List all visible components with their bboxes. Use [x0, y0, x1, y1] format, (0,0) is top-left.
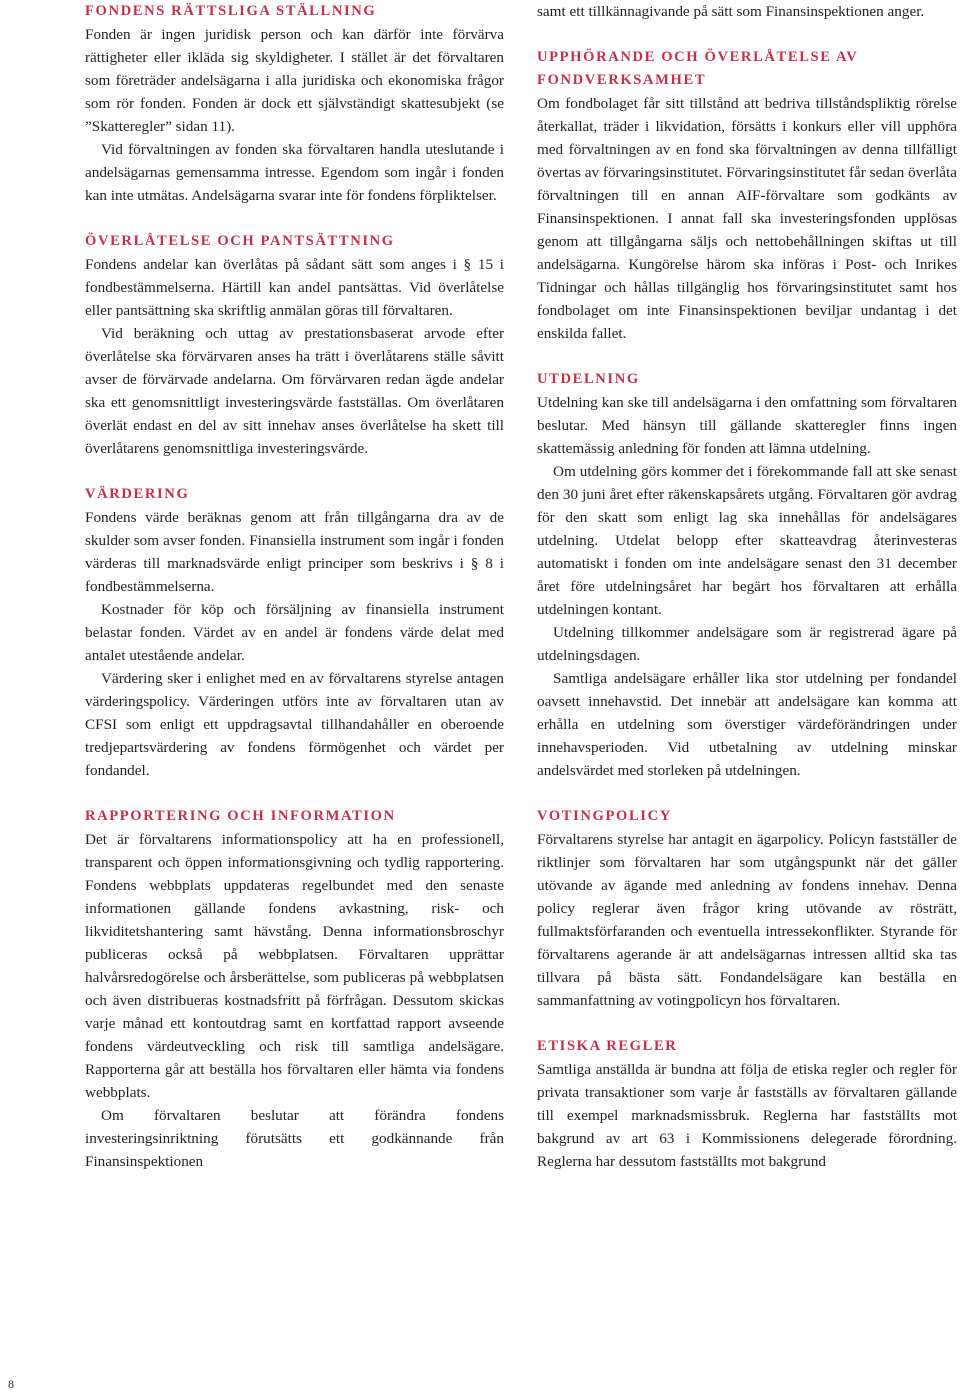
- section-legal-status: [85, 0, 504, 207]
- section-spacer: [537, 782, 957, 805]
- body-paragraph: Det är förvaltarens informationspolicy att ha en professionell, transparent och öppen informationsgivning och tydlig rapportering. Fondens webbplats uppdateras regelbundet med den senaste informationen gällande fondens avkastning, risk- och likviditetshantering samt hävstång. Denna informationsbroschyr publiceras också på webbplatsen. Förvaltaren upprättar halvårsredogörelse och årsberättelse, som publiceras på webbplatsen och även distribueras kostnadsfritt på förfrågan. Dessutom skickas varje månad ett kontoutdrag samt en kortfattad rapport avseende fondens värdeutveckling och risk till samtliga andelsägare. Rapporterna går att beställa hos förvaltaren eller hämta via fondens webbplats.: [85, 831, 504, 1101]
- section-spacer: [85, 207, 504, 230]
- body-paragraph: samt ett tillkännagivande på sätt som Finansinspektionen anger.: [537, 3, 925, 20]
- section-continuation: [537, 0, 957, 23]
- body-paragraph: Utdelning kan ske till andelsägarna i den omfattning som förvaltaren beslutar. Med hänsyn till gällande skatteregler finns ingen skattemässig anledning för fonden att lämna utdelning.: [537, 394, 957, 457]
- body-paragraph: Om förvaltaren beslutar att förändra fondens investeringsinriktning förutsätts ett godkännande från Finansinspektionen: [85, 1107, 504, 1170]
- section-reporting: [85, 805, 504, 1173]
- section-heading: VOTINGPOLICY: [537, 808, 672, 824]
- body-paragraph: Samtliga anställda är bundna att följa de etiska regler och regler för privata transaktioner som varje år fastställs av förvaltaren gällande till exempel marknadsmissbruk. Reglerna har fastställts mot bakgrund av art 63 i Kommissionens delegerade förordning. Reglerna har dessutom fastställts mot bakgrund: [537, 1061, 957, 1170]
- body-paragraph: Fondens andelar kan överlåtas på sådant sätt som anges i § 15 i fondbestämmelserna. Härtill kan andel pantsättas. Vid överlåtelse eller pantsättning ska skriftlig anmälan göras till förvaltaren.: [85, 256, 504, 319]
- left-column: [85, 0, 504, 1173]
- body-paragraph: Värdering sker i enlighet med en av förvaltarens styrelse antagen värderingspolicy. Värderingen utförs inte av förvaltaren utan av CFSI som enligt ett uppdragsavtal tillhandahåller en oberoende tredjepartsvärdering av fondens förmögenhet och värdet per fondandel.: [85, 670, 504, 779]
- right-column: [537, 0, 957, 1173]
- body-paragraph: Samtliga andelsägare erhåller lika stor utdelning per fondandel oavsett innehavstid. Det innebär att andelsägare kan komma att erhålla en utdelning som överstiger värdeförändringen under innehavsperioden. Vid utbetalning av utdelning minskar andelsvärdet med storleken på utdelningen.: [537, 670, 957, 779]
- section-heading: UPPHÖRANDE OCH ÖVERLÅTELSE AV FONDVERKSAMHET: [537, 49, 859, 88]
- section-spacer: [85, 782, 504, 805]
- body-paragraph: Kostnader för köp och försäljning av finansiella instrument belastar fonden. Värdet av en andel är fondens värde delat med antalet utestående andelar.: [85, 601, 504, 664]
- body-paragraph: Om fondbolaget får sitt tillstånd att bedriva tillståndspliktig rörelse återkallat, träder i likvidation, försätts i konkurs eller vill upphöra med förvaltningen av en fond ska förvaltningen av denna tillfälligt övertas av förvaringsinstitutet. Förvaringsinstitutet får sedan överlåta förvaltningen till en annan AIF-förvaltare som godkänts av Finansinspektionen. I annat fall ska investeringsfonden upplösas genom att tillgångarna säljs och nettobehållningen skiftas ut till andelsägarna. Kungörelse härom ska införas i Post- och Inrikes Tidningar och hållas tillgänglig hos förvaringsinstitutet samt hos fondbolaget om inte Finansinspektionen beviljar undantag i det enskilda fallet.: [537, 95, 957, 342]
- body-paragraph: Utdelning tillkommer andelsägare som är registrerad ägare på utdelningsdagen.: [537, 624, 957, 664]
- body-paragraph: Vid förvaltningen av fonden ska förvaltaren handla uteslutande i andelsägarnas gemensamma intresse. Egendom som ingår i fonden kan inte utmätas. Andelsägarna svarar inte för fondens förpliktelser.: [85, 141, 504, 204]
- section-ethics: [537, 1035, 957, 1173]
- body-paragraph: Vid beräkning och uttag av prestationsbaserat arvode efter överlåtelse ska förvärvaren anses ha trätt i överlåtarens ställe såvitt avser de förvärvade andelarna. Om förvärvaren redan ägde andelar ska ett genomsnittligt investeringsvärde fastställas. Om överlåtaren överlät endast en del av sitt innehav anses överlåtelse ha skett till överlåtarens genomsnittliga investeringsvärde.: [85, 325, 504, 457]
- body-paragraph: Förvaltarens styrelse har antagit en ägarpolicy. Policyn fastställer de riktlinjer som förvaltaren har som utgångspunkt när det gäller utövande av ägande med anledning av fondens innehav. Denna policy reglerar även frågor kring utövande av rösträtt, fullmaktsförfaranden och eventuella intressekonflikter. Styrande för förvaltarens agerande är att andelsägarnas intressen alltid ska tas tillvara på bästa sätt. Fondandelsägare kan beställa en sammanfattning av votingpolicyn hos förvaltaren.: [537, 831, 957, 1009]
- section-voting-policy: [537, 805, 957, 1012]
- section-heading: RAPPORTERING OCH INFORMATION: [85, 808, 396, 824]
- section-valuation: [85, 483, 504, 782]
- body-paragraph: Fondens värde beräknas genom att från tillgångarna dra av de skulder som avser fonden. Finansiella instrument som ingår i fonden värderas till marknadsvärde enligt principer som beskrivs i § 8 i fondbestämmelserna.: [85, 509, 504, 595]
- body-paragraph: Fonden är ingen juridisk person och kan därför inte förvärva rättigheter eller ikläda sig skyldigheter. I stället är det förvaltaren som företräder andelsägarna i alla juridiska och ekonomiska frågor som rör fonden. Fonden är dock ett självständigt skattesubjekt (se ”Skatteregler” sidan 11).: [85, 26, 504, 135]
- section-termination: [537, 46, 957, 345]
- section-spacer: [537, 23, 957, 46]
- section-spacer: [85, 460, 504, 483]
- section-heading: FONDENS RÄTTSLIGA STÄLLNING: [85, 3, 377, 19]
- section-spacer: [537, 1012, 957, 1035]
- section-heading: ÖVERLÅTELSE OCH PANTSÄTTNING: [85, 233, 395, 249]
- page-number: 8: [8, 1377, 14, 1391]
- section-heading: ETISKA REGLER: [537, 1038, 678, 1054]
- section-heading: VÄRDERING: [85, 486, 190, 502]
- section-transfer-pledge: [85, 230, 504, 460]
- section-dividend: [537, 368, 957, 782]
- section-heading: UTDELNING: [537, 371, 640, 387]
- body-paragraph: Om utdelning görs kommer det i förekommande fall att ske senast den 30 juni året efter räkenskapsårets utgång. Förvaltaren gör avdrag för den skatt som enligt lag ska innehållas för andelsägares utdelning. Utdelat belopp efter skatteavdrag återinvesteras automatiskt i fonden om inte andelsägare senast den 31 december året före utdelningsåret har begärt hos förvaltaren att erhålla utdelningen kontant.: [537, 463, 957, 618]
- section-spacer: [537, 345, 957, 368]
